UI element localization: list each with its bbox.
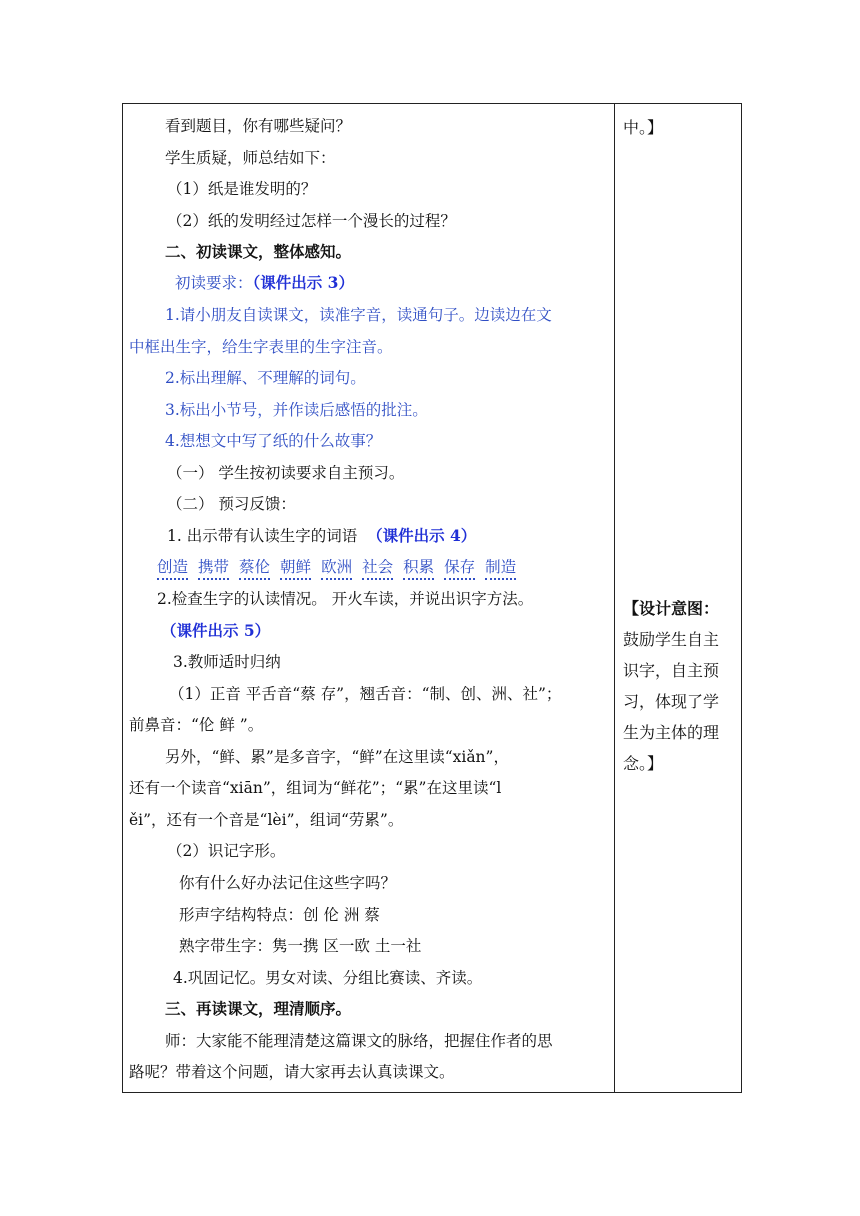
- step-one: （一） 学生按初读要求自主预习。: [167, 464, 405, 482]
- check-reading: 2.检查生字的认读情况。 开火车读，并说出识字方法。: [157, 590, 534, 608]
- requirement-2: 2.标出理解、不理解的词句。: [165, 369, 366, 387]
- design-intent-line: 生为主体的理: [623, 723, 720, 742]
- requirement-4: 4.想想文中写了纸的什么故事？: [165, 432, 382, 450]
- design-intent-line: 习，体现了学: [623, 692, 720, 711]
- teacher-summary-step: 3.教师适时归纳: [173, 653, 281, 671]
- courseware-note-5: （课件出示 5）: [161, 621, 271, 640]
- familiar-character-line: 熟字带生字：隽一携 区一欧 土一社: [179, 937, 422, 955]
- vocab-word: 携带: [198, 558, 229, 580]
- character-form-step: （2）识记字形。: [167, 842, 286, 860]
- design-intent-line: 识字，自主预: [623, 661, 720, 680]
- phono-semantic-line: 形声字结构特点：创 伦 洲 蔡: [179, 906, 380, 924]
- section-heading-3: 三、再读课文，理清顺序。: [165, 999, 352, 1018]
- courseware-note-3: （课件出示 3）: [252, 273, 354, 292]
- memory-question: 你有什么好办法记住这些字吗？: [179, 874, 397, 892]
- vocab-word: 保存: [444, 558, 475, 580]
- vocab-word: 欧洲: [321, 558, 352, 580]
- courseware-note-4: （课件出示 4）: [367, 526, 477, 545]
- design-intent-line: 念。】: [623, 754, 664, 773]
- section-heading-2: 二、初读课文，整体感知。: [165, 242, 352, 261]
- vocab-word: 朝鲜: [280, 558, 311, 580]
- step-two: （二） 预习反馈：: [167, 495, 296, 513]
- polyphone-line-3: ěi”，还有一个音是“lèi”，组词“劳累”。: [129, 811, 404, 829]
- vocab-word: 制造: [485, 558, 516, 580]
- polyphone-line-1: 另外，“鲜、累”是多音字，“鲜”在这里读“xiǎn”，: [165, 748, 509, 766]
- pronunciation-line-cont: 前鼻音：“伦 鲜 ”。: [129, 716, 264, 734]
- question-1: （1）纸是谁发明的？: [167, 180, 317, 198]
- question-2: （2）纸的发明经过怎样一个漫长的过程？: [167, 212, 456, 230]
- teacher-line-2: 路呢？带着这个问题，请大家再去认真读课文。: [129, 1063, 455, 1081]
- previous-intent-end: 中。】: [623, 118, 664, 137]
- question-prompt: 看到题目，你有哪些疑问？: [165, 117, 352, 135]
- word-display-text: 1. 出示带有认读生字的词语: [167, 527, 358, 545]
- consolidate-memory: 4.巩固记忆。男女对读、分组比赛读、齐读。: [173, 969, 483, 987]
- requirement-1-cont: 中框出生字，给生字表里的生字注音。: [129, 338, 393, 356]
- design-intent-cell: [615, 104, 742, 1093]
- pronunciation-line: （1）正音 平舌音“蔡 存”，翘舌音：“制、创、洲、社”；: [169, 685, 562, 703]
- vocab-word: 积累: [403, 558, 434, 580]
- lesson-plan-table: [122, 103, 742, 1093]
- requirement-1: 1.请小朋友自读课文，读准字音，读通句子。边读边在文: [165, 306, 552, 324]
- teacher-line-1: 师：大家能不能理清楚这篇课文的脉络，把握住作者的思: [165, 1032, 553, 1050]
- teacher-summary: 学生质疑，师总结如下：: [165, 149, 336, 167]
- word-display-line: [167, 526, 476, 546]
- vocabulary-words: [157, 557, 526, 577]
- polyphone-line-2: 还有一个读音“xiān”，组词为“鲜花”；“累”在这里读“l: [129, 779, 502, 797]
- vocab-word: 创造: [157, 558, 188, 580]
- design-intent-line: 鼓励学生自主: [623, 630, 720, 649]
- requirement-3: 3.标出小节号，并作读后感悟的批注。: [165, 401, 428, 419]
- reading-requirements: [175, 273, 354, 293]
- teaching-process-cell: [123, 104, 615, 1093]
- vocab-word: 社会: [362, 558, 393, 580]
- requirements-label: 初读要求：: [175, 274, 253, 292]
- design-intent-heading: 【设计意图：: [623, 599, 720, 618]
- vocab-word: 蔡伦: [239, 558, 270, 580]
